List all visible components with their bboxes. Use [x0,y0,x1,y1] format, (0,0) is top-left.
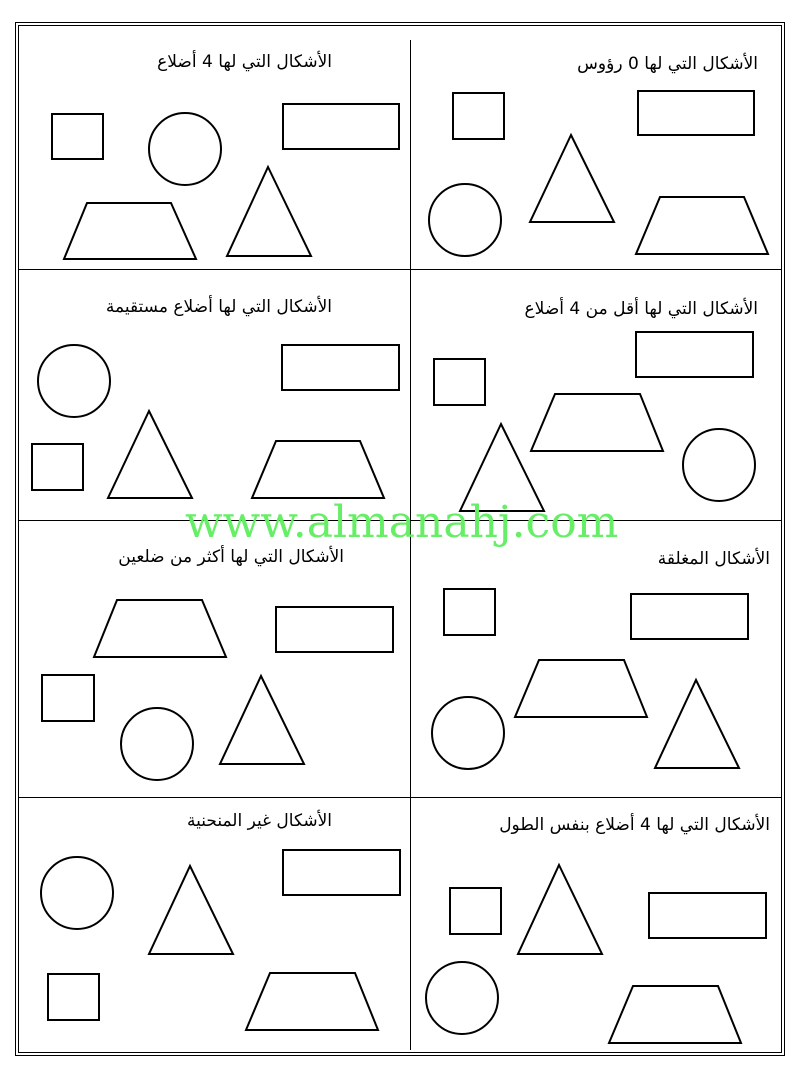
cell-title-r1-right: الأشكال التي لها 0 رؤوس [577,54,758,74]
rectangle-shape [281,344,400,391]
square-shape [433,358,486,406]
rectangle-shape [648,892,767,939]
square-shape [51,113,104,160]
rectangle-shape [282,103,400,150]
trapezoid-shape [606,983,744,1046]
square-shape [443,588,496,636]
square-shape [31,443,84,491]
row-divider-1 [18,269,782,270]
cell-title-r1-left: الأشكال التي لها 4 أضلاع [157,52,332,72]
rectangle-shape [282,849,401,896]
cell-title-r3-right: الأشكال المغلقة [657,549,770,569]
rectangle-shape [275,606,394,653]
watermark-text: www.almanahj.com [185,497,619,548]
trapezoid-shape [249,438,387,500]
triangle-shape [528,133,616,225]
circle-shape [425,961,499,1035]
cell-title-r4-left: الأشكال غير المنحنية [187,811,332,831]
square-shape [452,92,505,140]
square-shape [47,973,100,1021]
triangle-shape [147,864,235,957]
triangle-shape [106,409,194,501]
trapezoid-shape [528,391,666,453]
circle-shape [431,696,505,770]
trapezoid-shape [243,970,381,1033]
rectangle-shape [637,90,755,136]
circle-shape [120,707,194,781]
circle-shape [682,428,756,502]
cell-title-r2-left: الأشكال التي لها أضلاع مستقيمة [105,297,332,317]
circle-shape [428,183,502,257]
circle-shape [37,344,111,418]
triangle-shape [218,674,306,767]
rectangle-shape [630,593,749,640]
trapezoid-shape [61,200,199,262]
circle-shape [148,112,222,186]
cell-title-r2-right: الأشكال التي لها أقل من 4 أضلاع [524,299,758,319]
cell-title-r4-right: الأشكال التي لها 4 أضلاع بنفس الطول [499,815,770,835]
square-shape [449,887,502,935]
rectangle-shape [635,331,754,378]
circle-shape [40,856,114,930]
trapezoid-shape [512,657,650,719]
cell-title-r3-left: الأشكال التي لها أكثر من ضلعين [118,547,344,567]
triangle-shape [653,678,741,771]
triangle-shape [225,165,313,259]
row-divider-3 [18,797,782,798]
square-shape [41,674,95,722]
trapezoid-shape [91,597,229,660]
trapezoid-shape [633,194,771,256]
triangle-shape [516,863,604,957]
